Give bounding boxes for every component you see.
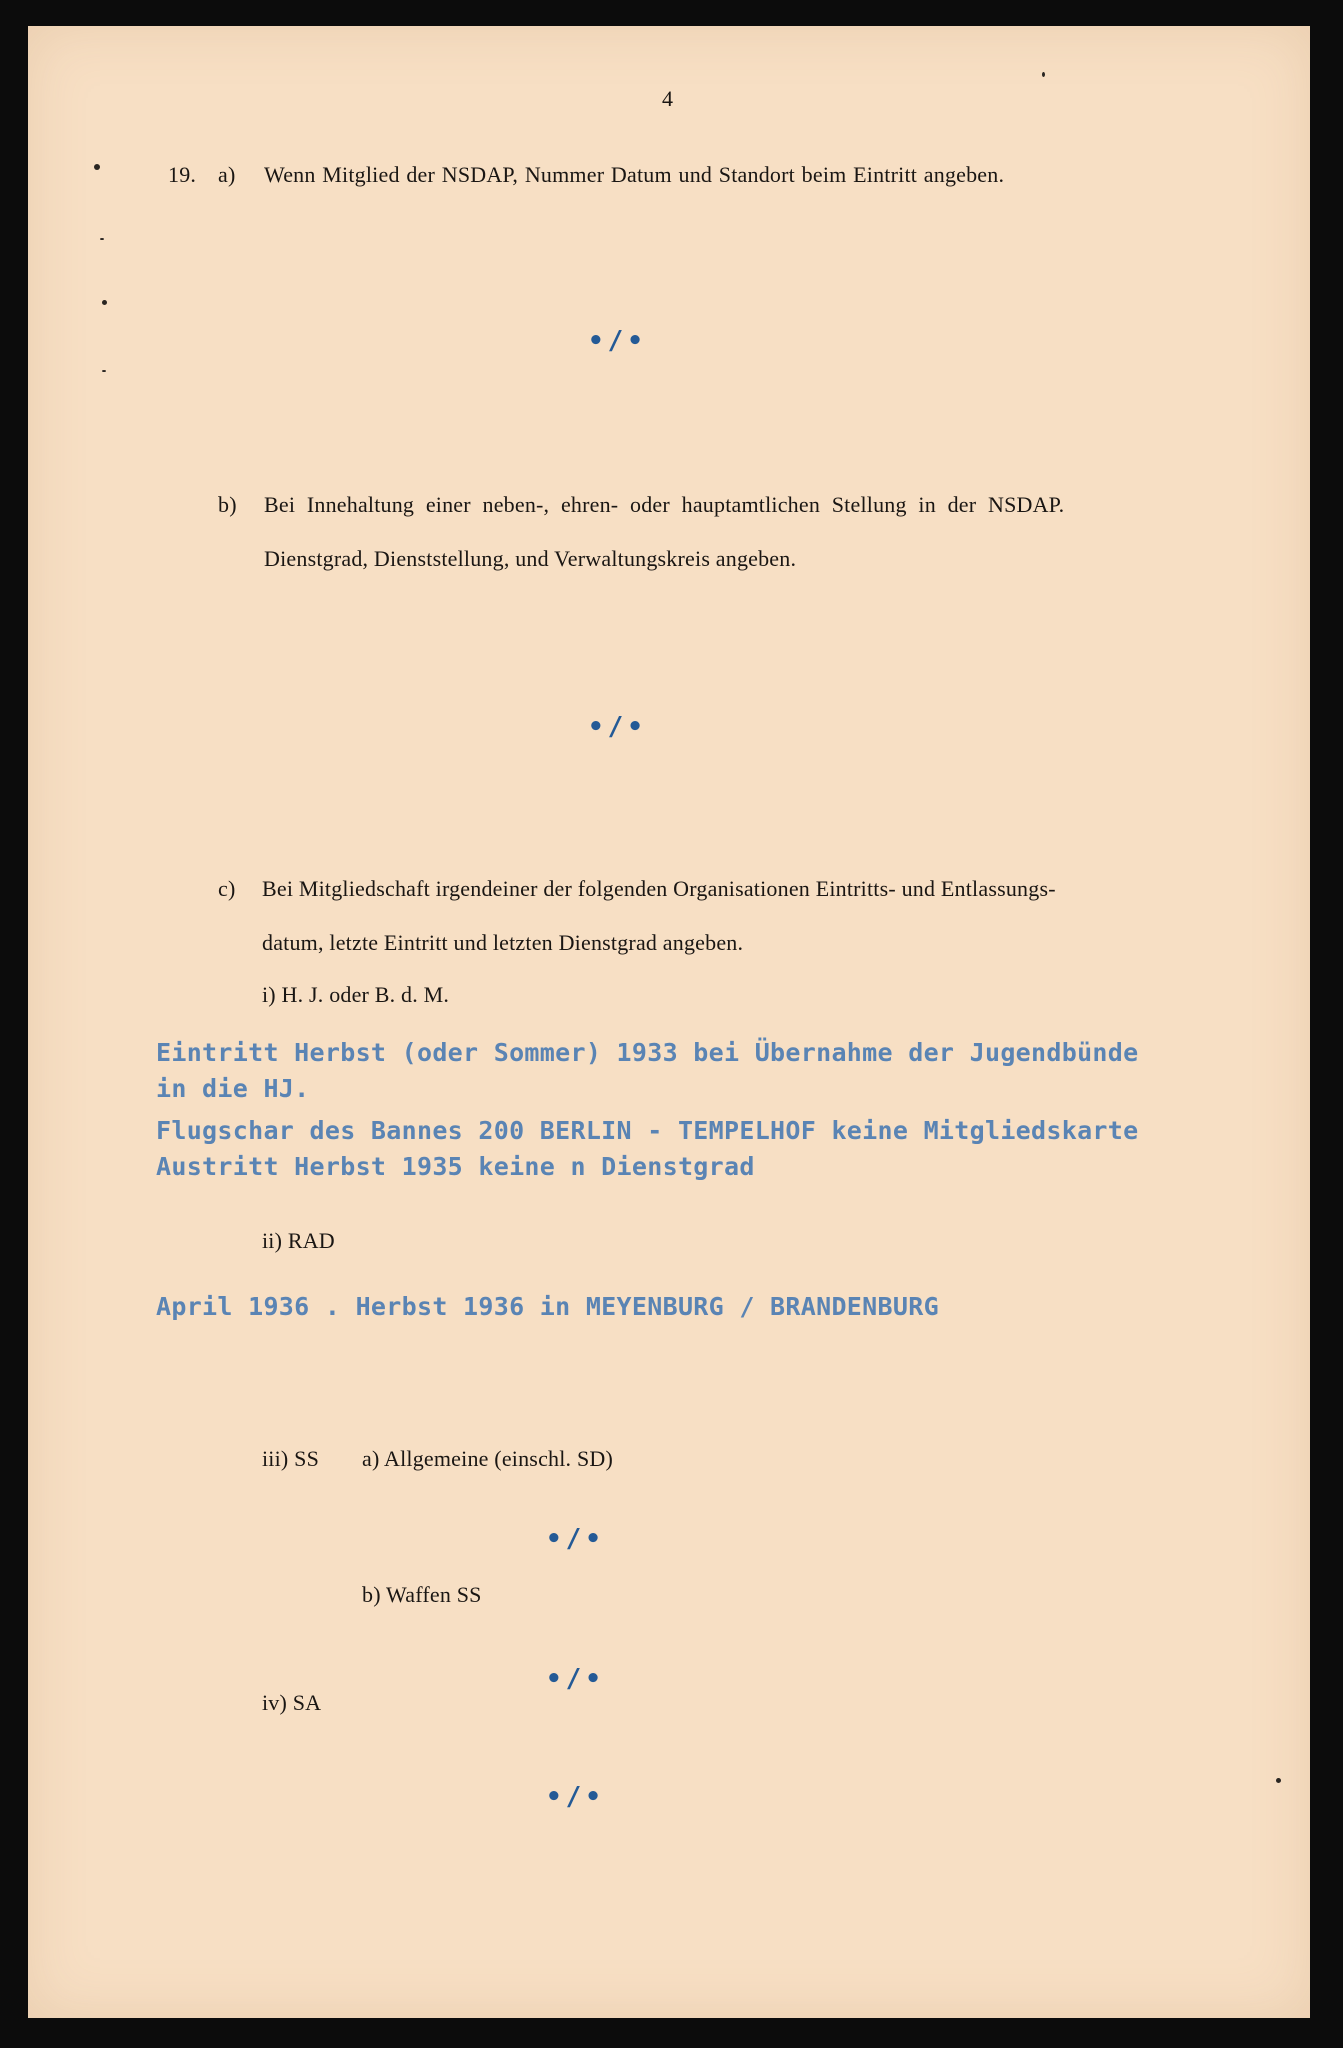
paper-speck	[102, 370, 106, 372]
ss-allgemeine-label: a) Allgemeine (einschl. SD)	[362, 1446, 613, 1471]
ss-waffen-label: b) Waffen SS	[362, 1582, 482, 1607]
question-19a-letter: a)	[218, 162, 236, 187]
sa-label: iv) SA	[262, 1690, 322, 1715]
question-19b-line2: Dienstgrad, Dienststellung, und Verwaltungskreis angeben.	[264, 546, 797, 571]
question-19c-line1: Bei Mitgliedschaft irgendeiner der folgenden Organisationen Eintritts- und Entlassungs-	[262, 876, 1056, 901]
paper-speck	[1276, 1778, 1281, 1783]
paper-speck	[1042, 72, 1045, 77]
hj-typed-line-4: Austritt Herbst 1935 keine n Dienstgrad	[156, 1152, 755, 1181]
hj-typed-line-1: Eintritt Herbst (oder Sommer) 1933 bei Übernahme der Jugendbünde	[156, 1038, 1139, 1067]
paper-speck	[102, 300, 107, 305]
hj-typed-line-2: in die HJ.	[156, 1074, 310, 1103]
hj-label: i) H. J. oder B. d. M.	[262, 982, 450, 1007]
document-page	[28, 26, 1310, 2018]
paper-speck	[100, 238, 104, 240]
answer-ss-allgemeine-none: •/•	[546, 1524, 605, 1554]
question-19c-line2: datum, letzte Eintritt und letzten Dienstgrad angeben.	[262, 930, 744, 955]
answer-ss-waffen-none: •/•	[546, 1664, 605, 1694]
question-19b-line1: Bei Innehaltung einer neben-, ehren- oder hauptamtlichen Stellung in der NSDAP.	[264, 492, 1065, 517]
answer-19a-none: •/•	[588, 326, 647, 356]
question-19a-text: Wenn Mitglied der NSDAP, Nummer Datum und Standort beim Eintritt angeben.	[264, 162, 1005, 187]
question-19c-letter: c)	[218, 876, 236, 901]
question-19b-letter: b)	[218, 492, 237, 517]
hj-typed-line-3: Flugschar des Bannes 200 BERLIN - TEMPELHOF keine Mitgliedskarte	[156, 1116, 1139, 1145]
question-number: 19.	[168, 162, 197, 187]
answer-sa-none: •/•	[546, 1782, 605, 1812]
answer-19b-none: •/•	[588, 712, 647, 742]
page-number: 4	[662, 86, 674, 111]
rad-label: ii) RAD	[262, 1228, 335, 1253]
rad-typed: April 1936 . Herbst 1936 in MEYENBURG / BRANDENBURG	[156, 1292, 939, 1321]
paper-speck	[94, 164, 100, 170]
ss-label: iii) SS	[262, 1446, 320, 1471]
